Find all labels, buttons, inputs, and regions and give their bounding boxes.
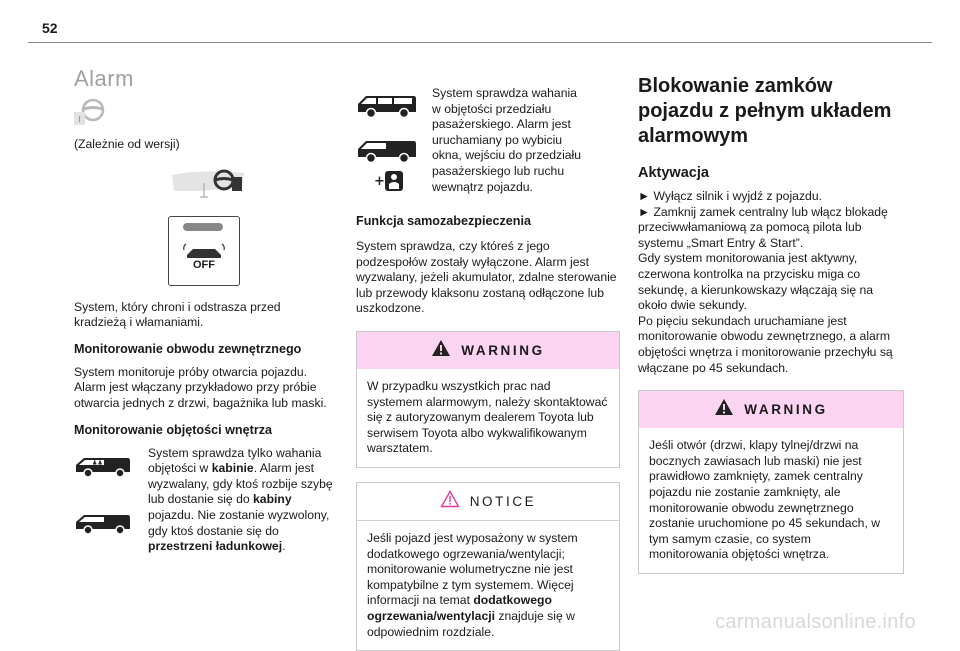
warning-header [639,391,903,428]
van-icon [356,94,432,123]
warning-title: WARNING [461,342,545,358]
volume-text-part: System sprawdza tylko wahania objętości w [148,445,322,476]
notice-title: NOTICE [469,493,537,509]
svg-text:♟♟: ♟♟ [92,459,103,467]
passenger-text: System sprawdza wahania w objętości przedziału pasażerskiego. Alarm jest uruchamiany po wybiciu okna, wejściu do przedziału pasażerskiego lub ruchu wewnątrz pojazdu. [432,86,582,194]
van-icon [356,139,432,168]
active-text: Gdy system monitorowania jest aktywny, czerwona kontrolka na przycisku miga co sekundę, a kierunkowskazy włączają się na około dwie sekundy. [638,251,874,313]
heading-activation: Aktywacja [638,165,709,181]
van-icon [74,513,148,540]
warning-text: W przypadku wszystkich prac nad systemem alarmowym, należy skontaktować się z autoryzowanym dealerem Toyota lub serwisem Toyota albo wykwalifikowanym warsztatem. [367,378,608,456]
volume-text-bold: przestrzeni ładunkowej [148,539,283,554]
column-alarm [74,66,336,555]
volume-text-part: pojazdu. Nie zostanie wyzwolony, gdy ktoś dostanie się do [148,507,330,538]
warning-triangle-icon [714,398,734,421]
notice-header [357,483,619,521]
van-icon [74,456,148,483]
notice-text [367,531,609,640]
volume-text-bold: kabinie [211,461,254,476]
steering-wheel-icon [74,98,336,131]
volume-text [148,446,334,555]
heading-exterior: Monitorowanie obwodu zewnętrznego [74,341,302,356]
header-divider [28,42,932,43]
alarm-off-button-icon [168,216,240,286]
volume-text-part: . Alarm jest wyzwalany, gdy ktoś rozbije szybę lub dostanie się do [148,461,333,507]
exterior-text: System monitoruje próby otwarcia pojazdu. Alarm jest włączany przykładowo przy próbie otwarcia jednych z drzwi, bagażnika lub maski. [74,364,327,410]
warning-triangle-icon [431,339,451,362]
notice-triangle-icon [440,490,460,513]
off-label: OFF [193,258,215,271]
volume-text-bold: kabiny [253,492,292,507]
svg-text:+: + [374,174,385,189]
alarm-intro: System, który chroni i odstrasza przed kradzieżą i włamaniami. [74,299,281,330]
dashboard-icon [170,169,336,206]
warning-text: Jeśli otwór (drzwi, klapy tylnej/drzwi na bocznych zawiasach lub maski) nie jest prawidłowo zamknięty, zamek centralny pojazdu nie zostanie zamknięty, ale monitorowanie obwodu zewnętrznego zostanie uruchomione po 45 sekundach, w tym samym czasie, co system monitorowania objętości wnętrza. [649,438,881,562]
heading-self-protection: Funkcja samozabezpieczenia [356,214,531,228]
section-title-locking: Blokowanie zamków pojazdu z pełnym układem alarmowym [638,75,892,147]
notice-text-part: znajduje się w odpowiednim rozdziale. [367,608,575,639]
warning-header [357,332,619,369]
self-protection-text: System sprawdza, czy któreś z jego podzespołów zostały wyłączone. Alarm jest wyzwalany, jeżeli akumulator, zdalne sterowanie lub przewody klaksonu zostaną odłączone lub uszkodzone. [356,239,617,316]
bullet-lock: ► Zamknij zamek centralny lub włącz blokadę przeciwwłamaniową za pomocą pilota lub systemu „Smart Entry & Start”. [638,204,888,250]
notice-box [356,482,620,651]
section-title-alarm: Alarm [74,66,134,91]
page-number: 52 [42,20,58,36]
notice-text-part: Jeśli pojazd jest wyposażony w system dodatkowego ogrzewania/wentylacji; monitorowanie wolumetryczne nie jest kompatybilne z tym systemem. Więcej informacji na temat [367,530,578,608]
heading-volume: Monitorowanie objętości wnętrza [74,422,273,437]
column-locking [638,74,904,574]
warning-box [638,390,904,574]
five-seconds-text: Po pięciu sekundach uruchamiane jest monitorowanie obwodu zewnętrznego, a alarm objętości wnętrza i monitorowanie przechyłu są włączane po 45 sekundach. [638,313,893,375]
notice-text-bold: dodatkowego ogrzewania/wentylacji [367,593,552,623]
person-icon [374,170,432,197]
version-note: (Zależnie od wersji) [74,137,180,151]
warning-box [356,331,620,468]
footer-watermark: carmanualsonline.info [715,611,916,633]
warning-title: WARNING [744,402,828,418]
column-volume-monitoring [356,86,620,651]
volume-text-part: . [282,539,286,554]
bullet-engine-off: ► Wyłącz silnik i wyjdź z pojazdu. [638,189,822,203]
